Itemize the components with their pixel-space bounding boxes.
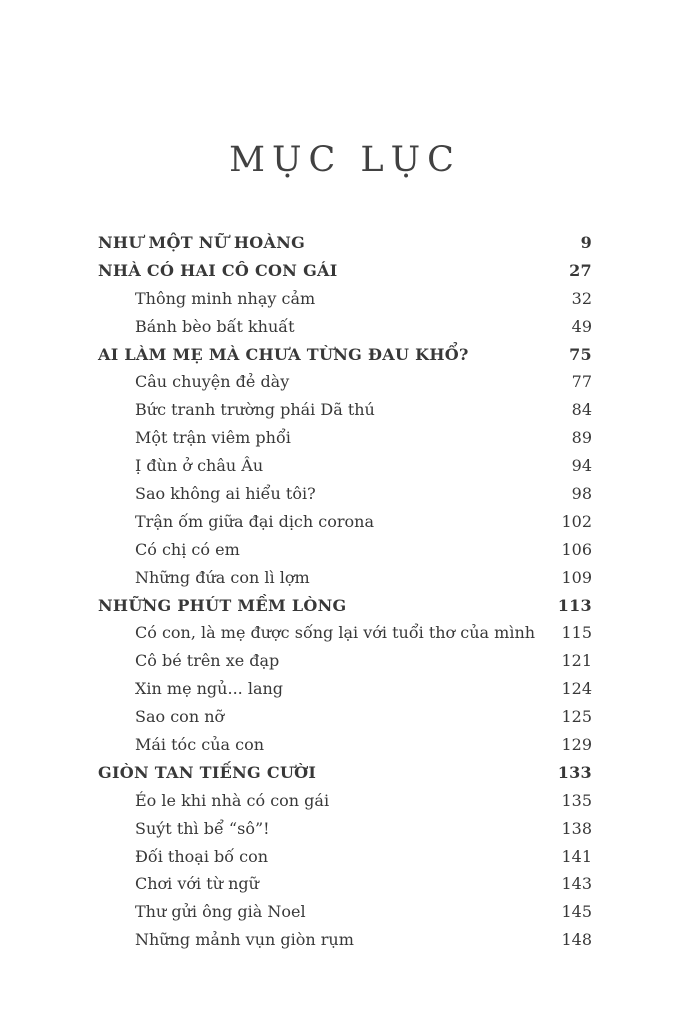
toc-entry-page-number: 115 [561, 623, 592, 643]
toc-entry-page-number: 145 [561, 902, 592, 922]
toc-entry-page-number: 102 [561, 511, 592, 531]
toc-entry-title: NHƯ MỘT NỮ HOÀNG [98, 232, 306, 252]
toc-section-row [98, 731, 592, 759]
toc-entry-title: NHỮNG PHÚT MỀM LÒNG [98, 595, 347, 615]
toc-entry-title: Ị đùn ở châu Âu [135, 456, 264, 476]
toc-entry-page-number: 125 [561, 707, 592, 727]
toc-chapter-row [98, 257, 592, 285]
toc-section-row [98, 870, 592, 898]
toc-section-row [98, 564, 592, 592]
toc-entry-title: Những mảnh vụn giòn rụm [135, 930, 354, 950]
toc-section-row [98, 313, 592, 341]
toc-entry-page-number: 121 [561, 651, 592, 671]
toc-entry-title: Một trận viêm phổi [135, 428, 291, 448]
toc-section-row [98, 647, 592, 675]
toc-section-row [98, 368, 592, 396]
page-title: MỤC LỤC [229, 140, 461, 180]
toc-entry-title: Bánh bèo bất khuất [135, 316, 295, 336]
toc-section-row [98, 898, 592, 926]
toc-section-row [98, 536, 592, 564]
toc-section-row [98, 480, 592, 508]
toc-entry-title: Sao không ai hiểu tôi? [135, 483, 316, 503]
toc-entry-page-number: 94 [571, 456, 592, 476]
toc-list [98, 229, 592, 954]
toc-entry-title: Thư gửi ông già Noel [135, 902, 306, 922]
toc-chapter-row [98, 341, 592, 369]
toc-section-row [98, 815, 592, 843]
toc-entry-title: NHÀ CÓ HAI CÔ CON GÁI [98, 260, 338, 280]
toc-entry-page-number: 129 [561, 734, 592, 754]
toc-entry-page-number: 148 [561, 930, 592, 950]
toc-entry-title: Suýt thì bể “sô”! [135, 818, 270, 838]
toc-entry-page-number: 135 [561, 790, 592, 810]
toc-section-row [98, 926, 592, 954]
toc-chapter-row [98, 759, 592, 787]
toc-entry-title: Sao con nỡ [135, 707, 225, 727]
toc-entry-page-number: 32 [571, 288, 592, 308]
toc-entry-title: Bức tranh trường phái Dã thú [135, 400, 375, 420]
toc-entry-page-number: 109 [561, 567, 592, 587]
toc-entry-title: Mái tóc của con [135, 734, 265, 754]
toc-entry-page-number: 113 [557, 595, 592, 615]
toc-chapter-row [98, 229, 592, 257]
toc-entry-title: Éo le khi nhà có con gái [135, 790, 330, 810]
toc-section-row [98, 675, 592, 703]
toc-entry-title: Chơi với từ ngữ [135, 874, 259, 894]
toc-entry-page-number: 27 [569, 260, 592, 280]
toc-section-row [98, 843, 592, 871]
toc-section-row [98, 285, 592, 313]
toc-entry-page-number: 141 [561, 846, 592, 866]
toc-entry-page-number: 49 [571, 316, 592, 336]
toc-entry-page-number: 77 [571, 372, 592, 392]
toc-section-row [98, 452, 592, 480]
toc-entry-title: Những đứa con lì lợm [135, 567, 310, 587]
toc-entry-page-number: 9 [580, 232, 592, 252]
toc-section-row [98, 396, 592, 424]
toc-entry-page-number: 98 [571, 483, 592, 503]
toc-section-row [98, 787, 592, 815]
toc-entry-title: Đối thoại bố con [135, 846, 269, 866]
toc-chapter-row [98, 592, 592, 620]
toc-entry-page-number: 75 [569, 344, 592, 364]
toc-entry-page-number: 138 [561, 818, 592, 838]
toc-entry-page-number: 124 [561, 679, 592, 699]
toc-section-row [98, 619, 592, 647]
toc-entry-page-number: 143 [561, 874, 592, 894]
toc-entry-title: GIÒN TAN TIẾNG CƯỜI [98, 762, 317, 782]
toc-entry-title: Xin mẹ ngủ... lang [135, 679, 284, 699]
toc-entry-title: Trận ốm giữa đại dịch corona [135, 511, 374, 531]
toc-entry-page-number: 133 [557, 762, 592, 782]
toc-entry-page-number: 89 [571, 428, 592, 448]
toc-entry-title: Câu chuyện đẻ dày [135, 372, 290, 392]
toc-entry-title: Có chị có em [135, 539, 240, 559]
toc-entry-page-number: 84 [571, 400, 592, 420]
toc-section-row [98, 508, 592, 536]
toc-section-row [98, 424, 592, 452]
toc-section-row [98, 703, 592, 731]
toc-entry-title: Cô bé trên xe đạp [135, 651, 280, 671]
toc-entry-title: Có con, là mẹ được sống lại với tuổi thơ của mình [135, 623, 536, 643]
toc-entry-title: AI LÀM MẸ MÀ CHƯA TỪNG ĐAU KHỔ? [98, 344, 469, 364]
toc-entry-page-number: 106 [561, 539, 592, 559]
toc-entry-title: Thông minh nhạy cảm [135, 288, 316, 308]
